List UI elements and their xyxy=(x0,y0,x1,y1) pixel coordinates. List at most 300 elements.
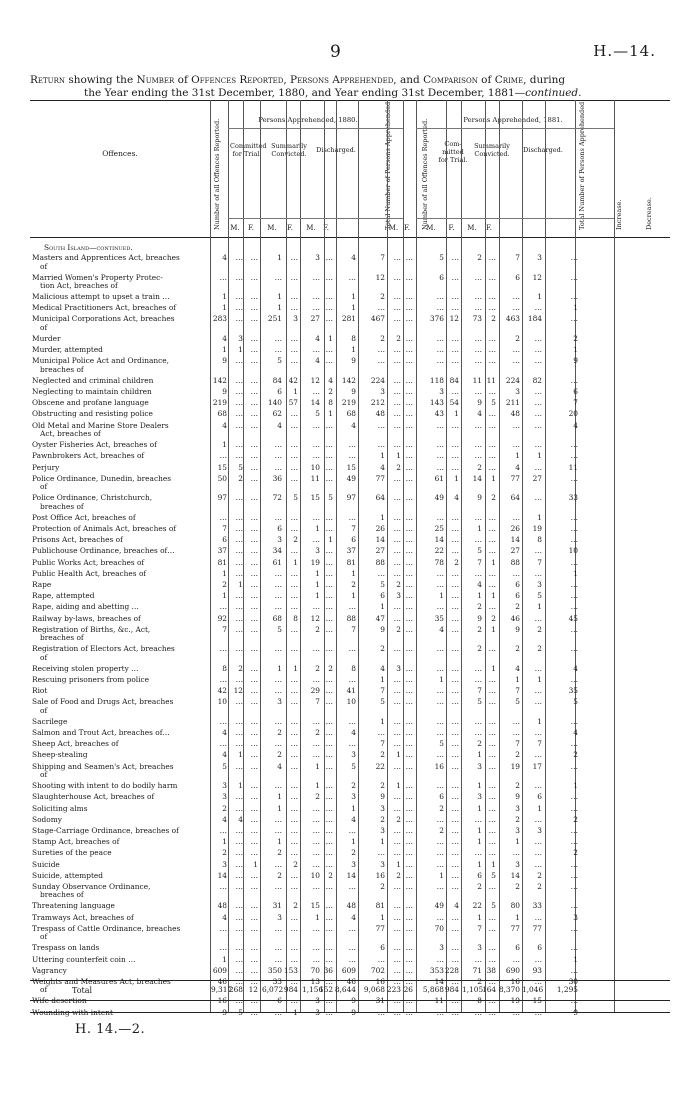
table-cell: 3 xyxy=(315,996,320,1006)
table-cell: … xyxy=(219,923,227,933)
table-cell: 41 xyxy=(346,686,356,696)
table-cell: … xyxy=(405,356,413,366)
table-cell: … xyxy=(235,591,243,601)
table-cell: 1 xyxy=(380,512,385,522)
table-cell: 4 xyxy=(222,253,227,262)
table-cell: 2 xyxy=(380,292,385,301)
col-decrease-header: Decrease. xyxy=(645,197,653,230)
table-cell: … xyxy=(512,954,520,964)
table-cell: … xyxy=(393,523,401,533)
table-cell: … xyxy=(405,546,413,556)
table-cell: … xyxy=(405,345,413,355)
table-cell: 1 xyxy=(222,591,227,601)
table-cell: … xyxy=(570,943,578,953)
table-cell: … xyxy=(393,881,401,891)
table-cell: … xyxy=(451,568,459,578)
table-cell: … xyxy=(348,272,356,282)
table-cell: … xyxy=(325,345,333,355)
table-cell: … xyxy=(250,375,258,385)
table-cell: … xyxy=(274,579,282,589)
offence-name: Tramways Act, breaches of xyxy=(32,913,134,922)
table-cell: … xyxy=(451,356,459,366)
table-cell: 1 xyxy=(491,473,496,483)
table-cell: 5 xyxy=(380,697,385,707)
table-cell: 4 xyxy=(315,333,320,343)
table-cell: … xyxy=(274,859,282,869)
offence-name: Perjury xyxy=(32,463,60,472)
table-cell: … xyxy=(393,613,401,623)
table-cell: … xyxy=(235,965,243,975)
table-cell: … xyxy=(436,716,444,726)
table-cell: … xyxy=(405,996,413,1006)
table-cell: … xyxy=(570,965,578,975)
table-cell: 609 xyxy=(341,965,356,975)
table-cell: 14 xyxy=(217,870,227,880)
table-cell: … xyxy=(312,837,320,847)
offence-name: Shooting with intent to do bodily harm xyxy=(32,782,178,791)
table-cell: … xyxy=(325,602,333,612)
table-cell: … xyxy=(488,644,496,654)
table-cell: 3 xyxy=(351,792,356,802)
table-cell: 2 xyxy=(315,792,320,802)
table-column-rule xyxy=(300,100,301,1012)
table-cell: 3 xyxy=(439,943,444,953)
offence-name: Receiving stolen property … xyxy=(32,664,139,673)
table-cell: 1 xyxy=(537,602,542,612)
table-cell: 3 xyxy=(222,792,227,802)
table-cell: 3 xyxy=(222,859,227,869)
title-keyword-4: Crime, xyxy=(494,74,527,86)
table-cell: … xyxy=(250,303,258,313)
table-cell: … xyxy=(235,901,243,911)
table-cell: … xyxy=(312,716,320,726)
offence-name-continuation: of xyxy=(40,262,48,271)
table-cell: … xyxy=(274,825,282,835)
table-cell: 8 xyxy=(222,663,227,673)
table-cell: 1 xyxy=(491,624,496,634)
table-cell: … xyxy=(534,462,542,472)
table-cell: … xyxy=(451,837,459,847)
col-discharged-1881-header: Discharged. xyxy=(523,146,563,154)
table-cell: 2 xyxy=(293,535,298,545)
table-cell: 2 xyxy=(380,644,385,654)
table-cell: 5 xyxy=(491,870,496,880)
table-cell: 1 xyxy=(380,912,385,922)
table-cell: … xyxy=(570,375,578,385)
table-cell: 2 xyxy=(380,750,385,760)
table-cell: 4 xyxy=(315,356,320,366)
table-cell: 3 xyxy=(396,663,401,673)
table-cell: … xyxy=(488,387,496,396)
table-cell: 73 xyxy=(472,314,482,324)
table-cell: 2 xyxy=(573,814,578,824)
table-cell: 164 xyxy=(482,985,497,994)
table-cell: … xyxy=(290,781,298,791)
table-cell: 12 xyxy=(449,314,459,324)
table-cell: 2 xyxy=(477,624,482,634)
table-cell: … xyxy=(235,644,243,654)
table-cell: … xyxy=(451,912,459,922)
table-cell: 1 xyxy=(293,663,298,673)
table-cell: … xyxy=(325,512,333,522)
table-cell: 1 xyxy=(315,591,320,601)
table-cell: 9 xyxy=(351,996,356,1006)
table-cell: … xyxy=(290,523,298,533)
table-cell: … xyxy=(436,954,444,964)
table-cell: … xyxy=(312,535,320,545)
table-cell: … xyxy=(235,912,243,922)
col-reported-1880-header: Number of all Offences Reported. xyxy=(213,118,221,230)
table-cell: … xyxy=(534,440,542,450)
table-cell: … xyxy=(250,996,258,1006)
table-cell: … xyxy=(219,825,227,835)
table-cell: … xyxy=(325,292,333,301)
table-cell: 15 xyxy=(310,901,320,911)
table-cell: 4 xyxy=(277,420,282,430)
table-cell: 1 xyxy=(515,451,520,461)
table-cell: … xyxy=(274,1007,282,1017)
offence-name: Stamp Act, breaches of xyxy=(32,838,120,847)
table-cell: 88 xyxy=(346,613,356,623)
table-cell: 1 xyxy=(222,303,227,313)
table-cell: … xyxy=(393,901,401,911)
table-cell: … xyxy=(405,557,413,567)
table-cell: 68 xyxy=(346,409,356,419)
table-cell: … xyxy=(570,314,578,324)
table-cell: … xyxy=(235,976,243,986)
table-cell: 4 xyxy=(222,728,227,737)
table-cell: … xyxy=(488,781,496,791)
offence-name: Municipal Police Act and Ordinance, xyxy=(32,357,170,366)
table-cell: … xyxy=(250,512,258,522)
table-cell: 49 xyxy=(434,901,444,911)
table-cell: … xyxy=(250,943,258,953)
offence-name: Malicious attempt to upset a train … xyxy=(32,293,170,301)
table-cell: 7 xyxy=(515,739,520,749)
table-cell: 1 xyxy=(515,674,520,684)
table-cell: 1 xyxy=(537,716,542,726)
offence-name: Wounding with intent xyxy=(32,1008,113,1017)
table-cell: … xyxy=(405,292,413,301)
table-cell: … xyxy=(405,739,413,749)
table-cell: … xyxy=(451,512,459,522)
table-cell: 219 xyxy=(212,398,227,408)
table-cell: … xyxy=(488,954,496,964)
table-cell: … xyxy=(570,716,578,726)
table-cell: 9,317 xyxy=(211,985,233,994)
table-cell: 9 xyxy=(222,387,227,396)
table-column-rule xyxy=(260,100,261,1012)
table-cell: … xyxy=(250,314,258,324)
table-cell: … xyxy=(274,781,282,791)
table-cell: … xyxy=(325,761,333,771)
table-cell: 1 xyxy=(477,781,482,791)
offence-name: Municipal Corporations Act, breaches xyxy=(32,315,175,324)
table-cell: … xyxy=(451,345,459,355)
offence-name: Shipping and Seamen's Act, breaches xyxy=(32,762,174,771)
table-cell: 54 xyxy=(449,398,459,408)
table-cell: … xyxy=(250,523,258,533)
table-cell: 3 xyxy=(277,535,282,545)
table-cell: … xyxy=(348,440,356,450)
table-cell: 27 xyxy=(375,546,385,556)
table-cell: … xyxy=(451,803,459,813)
table-cell: … xyxy=(451,697,459,707)
table-cell: … xyxy=(405,781,413,791)
table-cell: 224 xyxy=(370,375,385,385)
table-cell: … xyxy=(436,1007,444,1017)
table-cell: 1,156 xyxy=(302,985,324,994)
title-keyword-2: Offences Reported, Persons Apprehended, xyxy=(191,74,397,86)
table-cell: … xyxy=(393,345,401,355)
table-cell: … xyxy=(377,728,385,737)
table-cell: … xyxy=(405,535,413,545)
table-cell: … xyxy=(312,825,320,835)
sex-subheader-f: F. xyxy=(448,224,455,232)
table-cell: … xyxy=(405,409,413,419)
table-cell: … xyxy=(393,440,401,450)
col-summary-1880-header: Summarily Convicted. xyxy=(271,142,307,158)
table-cell: … xyxy=(290,697,298,707)
table-cell: 1 xyxy=(537,451,542,461)
table-cell: 9 xyxy=(222,1007,227,1017)
table-cell: 2 xyxy=(396,579,401,589)
table-cell: … xyxy=(274,602,282,612)
table-cell: … xyxy=(393,996,401,1006)
table-cell: … xyxy=(250,837,258,847)
table-cell: … xyxy=(451,792,459,802)
table-cell: 4 xyxy=(439,624,444,634)
table-cell: 4 xyxy=(222,750,227,760)
table-cell: … xyxy=(451,954,459,964)
table-cell: … xyxy=(451,761,459,771)
table-cell: … xyxy=(348,716,356,726)
table-cell: … xyxy=(348,674,356,684)
table-cell: … xyxy=(488,602,496,612)
table-cell: … xyxy=(250,901,258,911)
table-cell: … xyxy=(290,333,298,343)
group-1880-header: Persons Apprehended, 1880. xyxy=(258,116,358,124)
table-cell: … xyxy=(512,420,520,430)
table-cell: … xyxy=(325,546,333,556)
table-cell: … xyxy=(393,686,401,696)
table-cell: 7 xyxy=(380,686,385,696)
table-cell: … xyxy=(250,557,258,567)
table-cell: … xyxy=(250,591,258,601)
table-cell: … xyxy=(570,624,578,634)
table-cell: 15 xyxy=(532,996,542,1006)
table-cell: … xyxy=(325,568,333,578)
table-cell: … xyxy=(436,848,444,858)
table-cell: … xyxy=(451,462,459,472)
table-cell: 71 xyxy=(472,965,482,975)
table-cell: … xyxy=(219,512,227,522)
document-code: H.—14. xyxy=(593,42,656,60)
table-cell: … xyxy=(348,923,356,933)
table-cell: 1 xyxy=(477,837,482,847)
table-cell: … xyxy=(250,272,258,282)
table-cell: 47 xyxy=(375,613,385,623)
table-cell: … xyxy=(534,493,542,503)
table-cell: … xyxy=(451,781,459,791)
table-cell: 4 xyxy=(351,814,356,824)
table-cell: 2 xyxy=(537,644,542,654)
table-cell: 3 xyxy=(537,253,542,262)
table-cell: 8 xyxy=(293,613,298,623)
table-cell: … xyxy=(250,387,258,396)
table-cell: … xyxy=(235,314,243,324)
table-cell: 1 xyxy=(238,781,243,791)
table-cell: 42 xyxy=(288,375,298,385)
table-cell: … xyxy=(393,965,401,975)
table-cell: 14 xyxy=(346,870,356,880)
table-cell: … xyxy=(405,923,413,933)
table-cell: 77 xyxy=(532,923,542,933)
table-cell: 2 xyxy=(222,579,227,589)
table-cell: … xyxy=(488,837,496,847)
table-cell: … xyxy=(393,976,401,986)
table-cell: … xyxy=(474,333,482,343)
table-cell: 212 xyxy=(370,398,385,408)
table-cell: … xyxy=(534,333,542,343)
table-cell: 2 xyxy=(396,624,401,634)
table-cell: … xyxy=(405,837,413,847)
table-cell: … xyxy=(274,716,282,726)
table-cell: … xyxy=(290,761,298,771)
table-cell: 10 xyxy=(217,697,227,707)
table-cell: … xyxy=(250,965,258,975)
offence-name: Sodomy xyxy=(32,815,62,824)
table-cell: … xyxy=(235,557,243,567)
offence-name-continuation: breaches of xyxy=(40,891,84,900)
table-cell: … xyxy=(451,1007,459,1017)
table-cell: … xyxy=(405,697,413,707)
table-cell: 4 xyxy=(515,663,520,673)
table-cell: 1,046 xyxy=(522,985,544,994)
table-cell: 1 xyxy=(277,292,282,301)
table-cell: … xyxy=(393,420,401,430)
table-cell: 12 xyxy=(248,985,258,994)
table-cell: 2 xyxy=(491,314,496,324)
table-cell: … xyxy=(451,535,459,545)
table-cell: … xyxy=(436,814,444,824)
table-cell: … xyxy=(219,943,227,953)
table-cell: … xyxy=(325,253,333,262)
table-cell: 16 xyxy=(217,996,227,1006)
table-cell: … xyxy=(451,333,459,343)
table-cell: … xyxy=(405,420,413,430)
table-cell: … xyxy=(235,613,243,623)
table-cell: … xyxy=(325,976,333,986)
table-cell: 35 xyxy=(568,686,578,696)
table-cell: 1 xyxy=(573,303,578,313)
table-cell: 38 xyxy=(486,965,496,975)
table-cell: … xyxy=(405,314,413,324)
table-cell: 84 xyxy=(449,375,459,385)
table-cell: 27 xyxy=(510,546,520,556)
table-cell: 690 xyxy=(505,965,520,975)
table-cell: 5 xyxy=(380,579,385,589)
table-cell: 49 xyxy=(346,473,356,483)
table-cell: 2 xyxy=(477,976,482,986)
table-cell: 15 xyxy=(346,462,356,472)
table-cell: 281 xyxy=(341,314,356,324)
table-cell: 12 xyxy=(532,272,542,282)
table-cell: 88 xyxy=(375,557,385,567)
table-cell: … xyxy=(219,644,227,654)
table-cell: … xyxy=(570,996,578,1006)
table-cell: 82 xyxy=(532,375,542,385)
table-cell: 77 xyxy=(375,923,385,933)
table-cell: … xyxy=(393,557,401,567)
table-cell: … xyxy=(290,923,298,933)
table-cell: 5,868 xyxy=(422,985,444,994)
table-cell: 6 xyxy=(439,792,444,802)
table-cell: … xyxy=(377,440,385,450)
offence-name: Protection of Animals Act, breaches of xyxy=(32,524,177,533)
table-cell: 5 xyxy=(293,493,298,503)
table-cell: 8,644 xyxy=(334,985,356,994)
table-cell: 2 xyxy=(396,333,401,343)
table-cell: … xyxy=(290,750,298,760)
offence-name-continuation: Act, breaches of xyxy=(40,430,101,439)
table-cell: … xyxy=(312,954,320,964)
table-cell: 6 xyxy=(515,943,520,953)
table-cell: 1 xyxy=(396,451,401,461)
table-cell: … xyxy=(325,440,333,450)
table-cell: 4 xyxy=(380,462,385,472)
table-cell: … xyxy=(250,624,258,634)
table-cell: 1 xyxy=(439,674,444,684)
table-cell: 5 xyxy=(439,253,444,262)
offence-name: Threatening language xyxy=(32,902,115,911)
table-cell: 1 xyxy=(439,591,444,601)
table-cell: 4 xyxy=(351,912,356,922)
table-cell: 2 xyxy=(293,901,298,911)
table-cell: … xyxy=(325,462,333,472)
table-cell: 33 xyxy=(532,901,542,911)
table-cell: … xyxy=(312,814,320,824)
table-cell: 1 xyxy=(351,292,356,301)
table-cell: … xyxy=(405,440,413,450)
table-cell: … xyxy=(325,314,333,324)
table-cell: 19 xyxy=(510,996,520,1006)
table-cell: … xyxy=(274,333,282,343)
table-cell: 1 xyxy=(351,345,356,355)
table-cell: … xyxy=(474,420,482,430)
table-cell: … xyxy=(235,409,243,419)
table-cell: 1 xyxy=(396,859,401,869)
table-cell: … xyxy=(570,557,578,567)
table-cell: … xyxy=(488,512,496,522)
table-cell: … xyxy=(290,848,298,858)
table-cell: 3 xyxy=(380,387,385,396)
table-cell: … xyxy=(274,591,282,601)
table-cell: … xyxy=(405,398,413,408)
table-cell: 4 xyxy=(573,663,578,673)
table-cell: 46 xyxy=(510,613,520,623)
offence-name: Rescuing prisoners from police xyxy=(32,675,150,684)
table-cell: … xyxy=(436,451,444,461)
table-column-rule xyxy=(545,100,546,1012)
table-cell: … xyxy=(488,792,496,802)
table-cell: 11 xyxy=(568,462,578,472)
table-cell: … xyxy=(250,440,258,450)
table-cell: 48 xyxy=(510,409,520,419)
table-cell: … xyxy=(405,512,413,522)
offence-name: Pawnbrokers Act, breaches of xyxy=(32,452,145,461)
table-cell: 78 xyxy=(434,557,444,567)
